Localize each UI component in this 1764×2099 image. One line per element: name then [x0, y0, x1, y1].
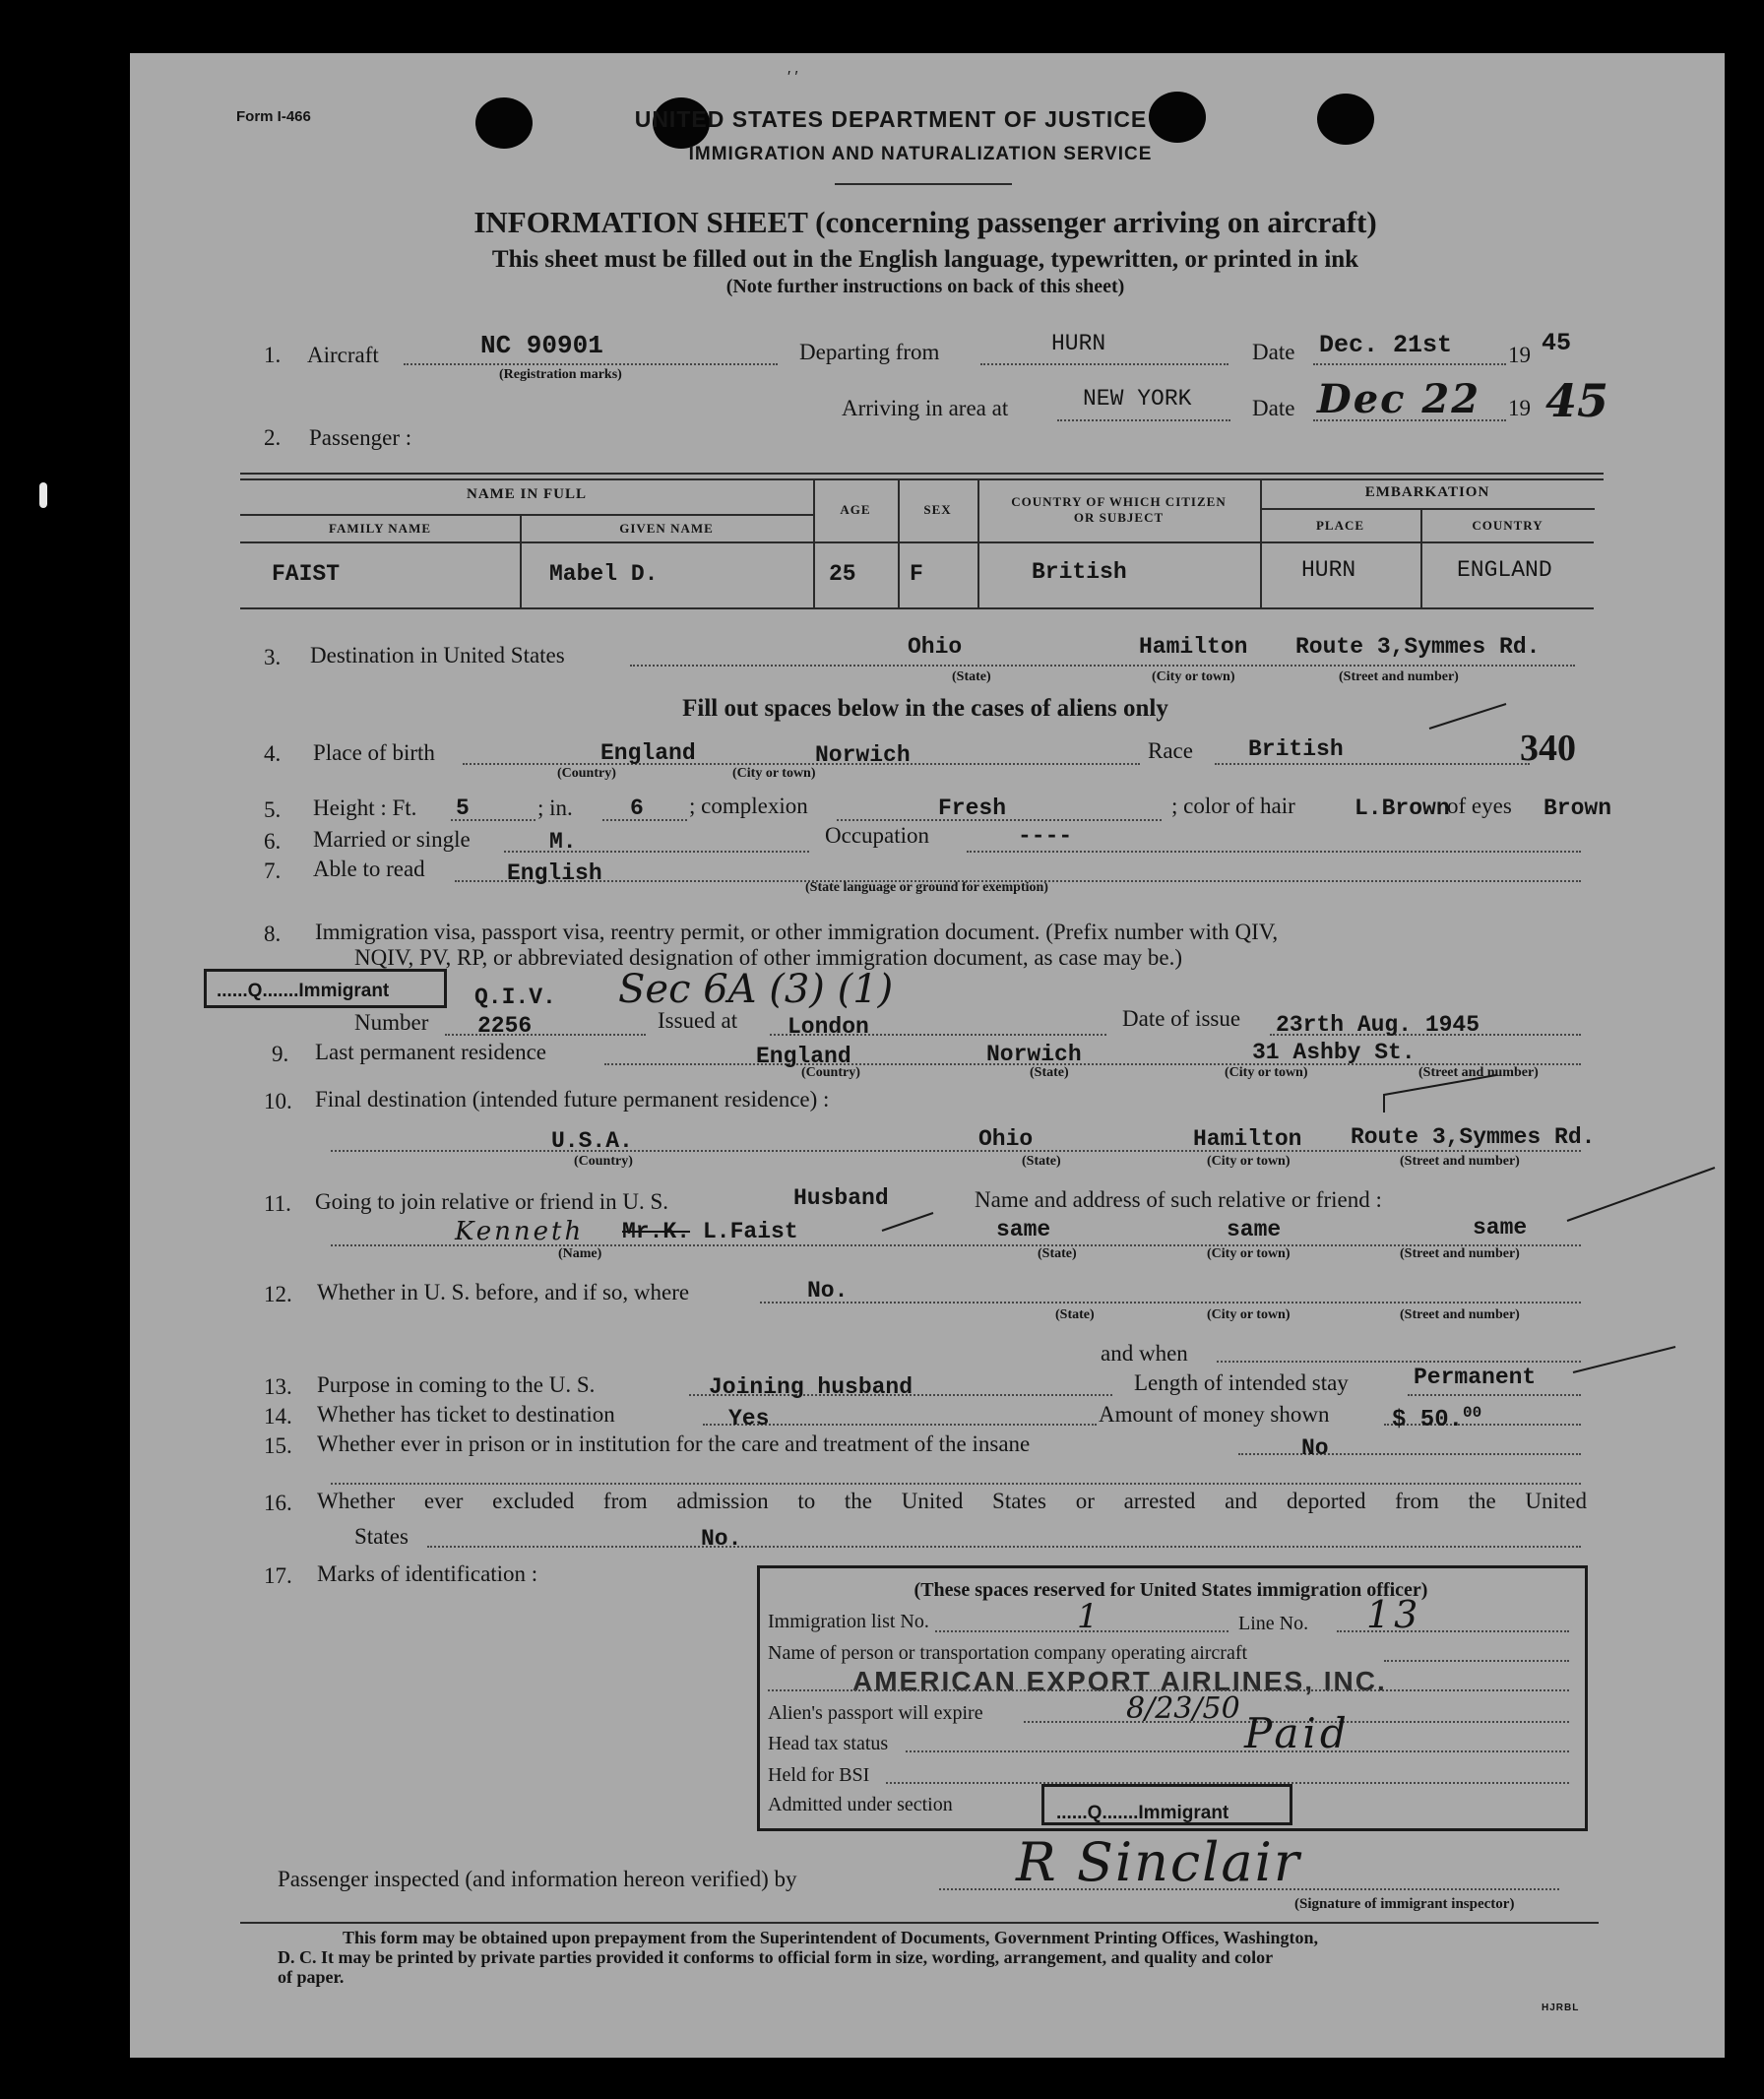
height-in-line [602, 819, 687, 821]
margin-number: 340 [1520, 728, 1576, 769]
prison-label: Whether ever in prison or in institution for the care and treatment of the insane [317, 1431, 1031, 1456]
item4-number: 4. [264, 741, 282, 766]
departing-line [980, 363, 1228, 365]
destination-state[interactable]: Ohio [908, 634, 963, 660]
join-relative-value[interactable]: Husband [793, 1185, 889, 1211]
complexion-label: ; complexion [689, 794, 808, 818]
embarkation-header: EMBARKATION [1364, 484, 1490, 500]
residence-city-sublabel: (City or town) [1225, 1065, 1308, 1080]
date2-label: Date [1252, 396, 1295, 420]
section-stamp: ......Q.......Immigrant [1041, 1784, 1292, 1825]
bsi-label: Held for BSI [768, 1764, 870, 1786]
final-destination-label: Final destination (intended future permanent residence) : [315, 1087, 830, 1112]
and-when-line [1217, 1361, 1581, 1363]
table-col-divider [898, 478, 900, 607]
table-bottom-rule [240, 607, 1594, 609]
item9-number: 9. [272, 1042, 289, 1066]
prison-line-2 [331, 1483, 1581, 1485]
item6-number: 6. [264, 829, 282, 854]
money-label: Amount of money shown [1099, 1402, 1330, 1427]
form-note: (Note further instructions on back of this sheet) [725, 276, 1125, 297]
passenger-label: Passenger : [309, 425, 412, 450]
relative-city[interactable]: same [1227, 1217, 1282, 1242]
race-line [1215, 763, 1530, 765]
form-number: Form I-466 [236, 108, 311, 125]
arrival-year-handwritten[interactable]: 45 [1545, 374, 1609, 427]
read-sublabel: (State language or ground for exemption) [805, 880, 1048, 895]
relative-name-handwritten: Kenneth [455, 1217, 585, 1246]
footer-line-3: of paper. [278, 1967, 345, 1987]
stay-line [1408, 1394, 1581, 1396]
been-before-line [760, 1302, 1581, 1304]
officer-box-title: (These spaces reserved for United States immigration officer) [914, 1579, 1428, 1601]
height-label: Height : Ft. [313, 795, 417, 820]
operator-value[interactable]: AMERICAN EXPORT AIRLINES, INC. [852, 1666, 1387, 1696]
height-feet[interactable]: 5 [456, 795, 470, 821]
form-title-main: INFORMATION SHEET [473, 205, 808, 239]
family-name-value[interactable]: FAIST [272, 561, 341, 587]
signature-sublabel: (Signature of immigrant inspector) [1294, 1896, 1515, 1912]
age-header: AGE [840, 502, 871, 517]
relative-state-sublabel: (State) [1038, 1246, 1077, 1261]
footer-line-2: D. C. It may be printed by private parties provided it conforms to official form in size, wording, arrangement, and quality and color [278, 1947, 1274, 1967]
aircraft-registration[interactable]: NC 90901 [480, 331, 603, 360]
date-issue-value[interactable]: 23rth Aug. 1945 [1276, 1012, 1480, 1038]
aliens-heading: Fill out spaces below in the cases of aliens only [682, 695, 1168, 722]
final-state-sublabel: (State) [1022, 1154, 1061, 1169]
item7-number: 7. [264, 859, 282, 883]
been-before-street-sublabel: (Street and number) [1400, 1307, 1520, 1322]
age-value[interactable]: 25 [829, 561, 856, 587]
registration-sublabel: (Registration marks) [499, 367, 622, 382]
residence-country-sublabel: (Country) [801, 1065, 860, 1080]
list-no-label: Immigration list No. [768, 1611, 929, 1632]
hair-value[interactable]: L.Brown [1354, 795, 1450, 821]
purpose-label: Purpose in coming to the U. S. [317, 1372, 596, 1397]
final-city[interactable]: Hamilton [1193, 1126, 1302, 1152]
left-margin-mark [39, 482, 47, 508]
table-col-divider [813, 478, 815, 607]
final-destination-line [331, 1150, 1581, 1152]
line-no-value[interactable]: 13 [1366, 1593, 1422, 1636]
item12-number: 12. [264, 1282, 292, 1306]
departing-value[interactable]: HURN [1051, 331, 1106, 356]
marital-label: Married or single [313, 827, 471, 852]
table-header-divider-embark [1260, 508, 1595, 510]
passport-expire-label: Alien's passport will expire [768, 1702, 983, 1724]
item16-number: 16. [264, 1491, 292, 1515]
birthplace-label: Place of birth [313, 740, 435, 765]
department-name: UNITED STATES DEPARTMENT OF JUSTICE [634, 106, 1148, 132]
relative-name-address-label: Name and address of such relative or friend : [975, 1187, 1382, 1212]
occupation-value[interactable]: ---- [1018, 823, 1073, 849]
complexion-value[interactable]: Fresh [938, 795, 1007, 821]
eyes-value[interactable]: Brown [1544, 795, 1612, 821]
final-street[interactable]: Route 3,Symmes Rd. [1351, 1124, 1596, 1150]
doc-number-value[interactable]: 2256 [477, 1013, 533, 1039]
operator-line [1384, 1660, 1569, 1662]
date-issue-label: Date of issue [1122, 1006, 1241, 1031]
printer-mark: HJRBL [1542, 2003, 1580, 2013]
embark-place-value[interactable]: HURN [1301, 557, 1356, 583]
prison-line [1238, 1453, 1581, 1455]
read-label: Able to read [313, 857, 425, 881]
relative-state[interactable]: same [996, 1217, 1051, 1242]
year-prefix: 19 [1508, 343, 1531, 367]
name-in-full-header: NAME IN FULL [466, 486, 587, 502]
embark-country-value[interactable]: ENGLAND [1457, 557, 1552, 583]
been-before-label: Whether in U. S. before, and if so, where [317, 1280, 690, 1304]
city-sublabel: (City or town) [1152, 669, 1235, 684]
ticket-label: Whether has ticket to destination [317, 1402, 615, 1427]
arriving-value[interactable]: NEW YORK [1083, 386, 1192, 412]
race-label: Race [1148, 738, 1193, 763]
race-value[interactable]: British [1248, 736, 1344, 762]
final-country[interactable]: U.S.A. [551, 1128, 633, 1154]
head-tax-value[interactable]: Paid [1244, 1709, 1351, 1757]
relative-street-sublabel: (Street and number) [1400, 1246, 1520, 1261]
final-country-sublabel: (Country) [574, 1154, 633, 1169]
residence-city[interactable]: 31 Ashby St. [1252, 1040, 1416, 1065]
inspected-label: Passenger inspected (and information hereon verified) by [278, 1867, 797, 1891]
item10-number: 10. [264, 1089, 292, 1113]
arriving-label: Arriving in area at [842, 396, 1009, 420]
issued-at-value[interactable]: London [788, 1014, 869, 1040]
marital-value[interactable]: M. [549, 829, 577, 855]
been-before-value[interactable]: No. [807, 1278, 849, 1304]
stay-label: Length of intended stay [1134, 1370, 1349, 1395]
arrival-date-handwritten[interactable]: Dec 22 [1317, 376, 1481, 422]
excluded-value[interactable]: No. [701, 1526, 742, 1552]
read-value[interactable]: English [507, 860, 602, 886]
occupation-line [967, 851, 1581, 853]
given-name-value[interactable]: Mabel D. [549, 561, 659, 587]
aircraft-line [404, 363, 778, 365]
list-no-value[interactable]: 1 [1077, 1597, 1099, 1636]
residence-label: Last permanent residence [315, 1040, 546, 1064]
embark-country-header: COUNTRY [1472, 518, 1544, 533]
relative-street[interactable]: same [1473, 1215, 1528, 1240]
item17-number: 17. [264, 1563, 292, 1588]
item8-text-1: Immigration visa, passport visa, reentry permit, or other immigration document. (Prefix number with QIV, [315, 920, 1279, 944]
occupation-label: Occupation [825, 823, 930, 848]
relative-name-struck: Mr.K. [622, 1219, 691, 1244]
final-state[interactable]: Ohio [978, 1126, 1034, 1152]
arriving-line [1057, 419, 1230, 421]
issued-at-label: Issued at [658, 1008, 738, 1033]
been-before-state-sublabel: (State) [1055, 1307, 1095, 1322]
service-name: IMMIGRATION AND NATURALIZATION SERVICE [688, 144, 1153, 164]
footer-line-1: This form may be obtained upon prepayment from the Superintendent of Documents, Government Printing Offices, Washington, [343, 1928, 1319, 1947]
residence-state-sublabel: (State) [1030, 1065, 1069, 1080]
punch-hole [1317, 94, 1374, 145]
section-label: Admitted under section [768, 1794, 953, 1815]
header-rule [835, 183, 1012, 185]
birth-city-sublabel: (City or town) [732, 766, 816, 781]
immigrant-stamp: ......Q.......Immigrant [204, 969, 447, 1008]
embark-place-header: PLACE [1315, 518, 1365, 533]
aircraft-label: Aircraft [307, 343, 379, 367]
document-type[interactable]: Q.I.V. [474, 985, 556, 1010]
residence-country[interactable]: England [756, 1044, 851, 1069]
money-cents: 00 [1463, 1404, 1482, 1422]
destination-label: Destination in United States [310, 643, 565, 668]
item15-number: 15. [264, 1433, 292, 1458]
marks-label: Marks of identification : [317, 1561, 538, 1586]
form-instruction: This sheet must be filled out in the English language, typewritten, or printed in ink [491, 246, 1359, 273]
excluded-label: Whether ever excluded from admission to the United States or arrested and deported from the United [317, 1489, 1587, 1513]
birth-city[interactable]: Norwich [815, 742, 911, 768]
relative-name-sublabel: (Name) [558, 1246, 602, 1261]
date-line [1313, 363, 1506, 365]
date-label: Date [1252, 340, 1295, 364]
head-tax-label: Head tax status [768, 1733, 889, 1754]
sex-header: SEX [923, 502, 952, 517]
inspector-signature: R Sinclair [1016, 1831, 1301, 1893]
doc-number-label: Number [354, 1010, 429, 1035]
item1-number: 1. [264, 343, 282, 367]
table-header-divider [240, 514, 813, 516]
money-value[interactable] [1392, 1404, 1481, 1433]
excluded-line [427, 1546, 1581, 1548]
section-handwritten: Sec 6A (3) (1) [618, 967, 894, 1012]
operator-label: Name of person or transportation company operating aircraft [768, 1642, 1248, 1664]
table-top-rule [240, 473, 1604, 475]
item14-number: 14. [264, 1404, 292, 1429]
inches-label: ; in. [537, 795, 573, 820]
item11-number: 11. [264, 1191, 291, 1216]
street-sublabel: (Street and number) [1339, 669, 1459, 684]
final-street-sublabel: (Street and number) [1400, 1154, 1520, 1169]
item3-number: 3. [264, 645, 282, 669]
departing-label: Departing from [799, 340, 940, 364]
stay-value[interactable]: Permanent [1414, 1365, 1537, 1390]
stray-marks: ′ ′ [788, 69, 798, 86]
departure-date[interactable]: Dec. 21st [1319, 331, 1453, 359]
form-title [236, 205, 1614, 240]
punch-hole [475, 97, 533, 149]
item2-number: 2. [264, 425, 282, 450]
family-name-header: FAMILY NAME [328, 521, 432, 536]
doc-number-line [445, 1034, 646, 1036]
citizen-header-1: COUNTRY OF WHICH CITIZEN [1011, 494, 1227, 509]
hair-label: ; color of hair [1171, 794, 1295, 818]
table-top-rule-2 [240, 478, 1604, 480]
table-header-bottom [240, 541, 1594, 543]
ticket-value[interactable]: Yes [728, 1406, 770, 1431]
destination-city[interactable]: Hamilton [1139, 634, 1248, 660]
sex-value[interactable]: F [910, 561, 923, 587]
birth-country-sublabel: (Country) [557, 766, 616, 781]
citizen-header-2: OR SUBJECT [1073, 510, 1165, 525]
item5-number: 5. [264, 797, 282, 822]
passport-expire-value[interactable]: 8/23/50 [1126, 1691, 1240, 1726]
join-relative-label: Going to join relative or friend in U. S. [315, 1189, 668, 1214]
birthplace-line [463, 763, 1140, 765]
departure-year[interactable]: 45 [1542, 329, 1572, 357]
residence-state[interactable]: Norwich [986, 1042, 1082, 1067]
destination-street[interactable]: Route 3,Symmes Rd. [1295, 634, 1541, 660]
form-title-rest: (concerning passenger arriving on aircraft) [807, 205, 1377, 239]
item8-number: 8. [264, 922, 282, 946]
given-name-header: GIVEN NAME [619, 521, 714, 536]
residence-street-sublabel: (Street and number) [1418, 1065, 1539, 1080]
money-amount: $ 50. [1392, 1407, 1464, 1433]
final-city-sublabel: (City or town) [1207, 1154, 1291, 1169]
been-before-city-sublabel: (City or town) [1207, 1307, 1291, 1322]
footer-rule [240, 1922, 1599, 1924]
head-tax-line [906, 1750, 1569, 1752]
relative-name-typed[interactable]: L.Faist [703, 1219, 798, 1244]
excluded-label-2: States [354, 1524, 409, 1549]
year2-prefix: 19 [1508, 396, 1531, 420]
eyes-label: of eyes [1447, 794, 1512, 818]
relative-city-sublabel: (City or town) [1207, 1246, 1291, 1261]
destination-line [630, 665, 1575, 667]
citizen-value[interactable]: British [1032, 559, 1127, 585]
line-no-label: Line No. [1238, 1613, 1309, 1634]
item13-number: 13. [264, 1374, 292, 1399]
state-sublabel: (State) [952, 669, 991, 684]
height-inches[interactable]: 6 [630, 795, 644, 821]
purpose-value[interactable]: Joining husband [709, 1374, 914, 1400]
item8-text-2: NQIV, PV, RP, or abbreviated designation of other immigration document, as case may be.) [354, 945, 1183, 970]
birth-country[interactable]: England [600, 740, 696, 766]
and-when-label: and when [1101, 1341, 1188, 1366]
prison-value[interactable]: No [1301, 1435, 1329, 1461]
